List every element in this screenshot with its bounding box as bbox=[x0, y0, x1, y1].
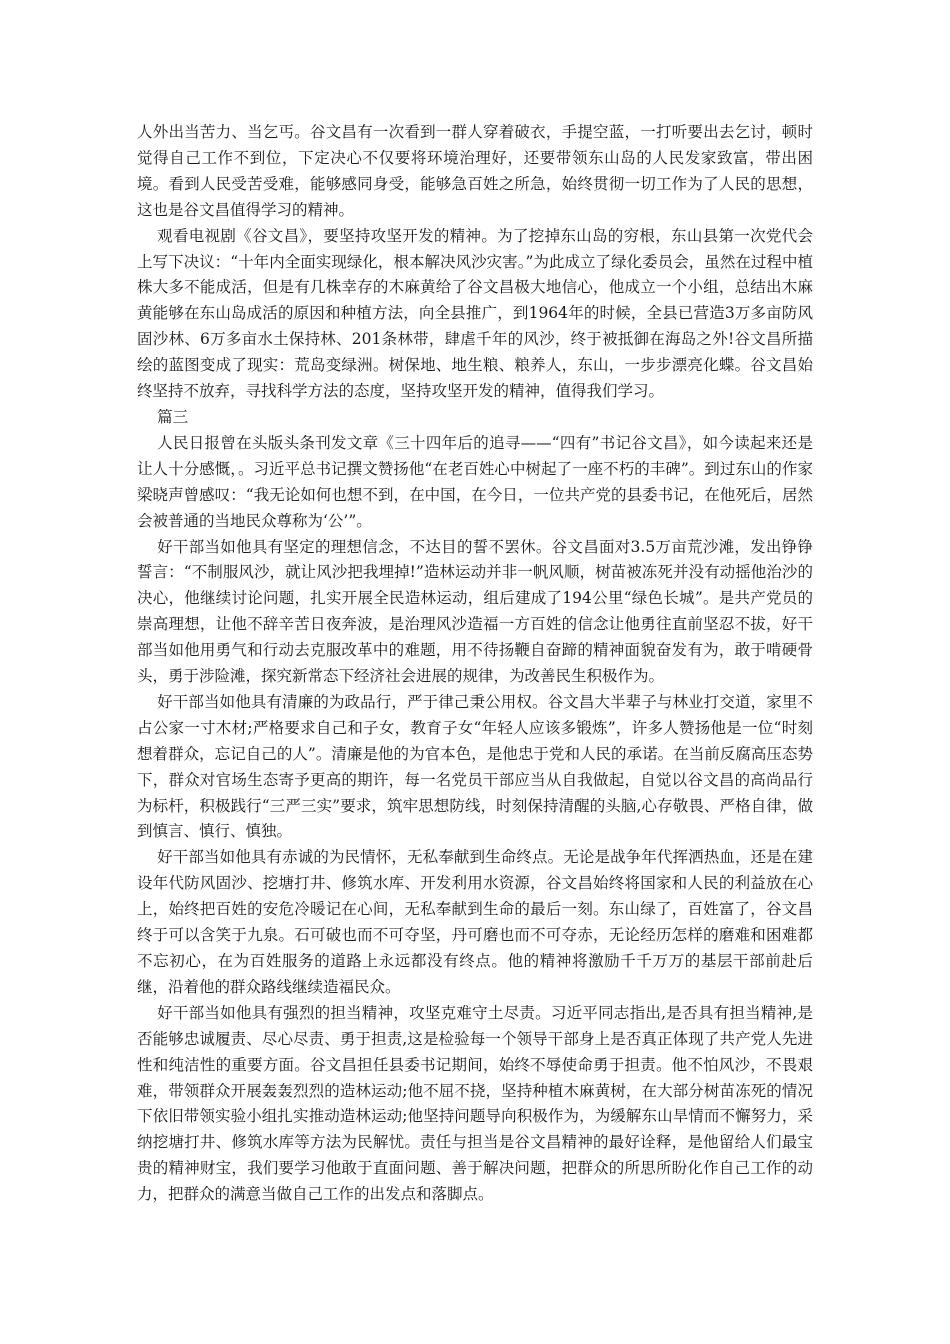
paragraph-4: 人民日报曾在头版头条刊发文章《三十四年后的追寻——“四有”书记谷文昌》，如今读起来还是让人十分感慨，。习近平总书记撰文赞扬他“在老百姓心中树起了一座不朽的丰碑”。到过东山的作家梁晓声曾感叹：“我无论如何也想不到，在中国，在今日，一位共产党的县委书记，在他死后，居然会被普通的当地民众尊称为‘公’”。 bbox=[137, 433, 813, 530]
paragraph-8: 好干部当如他具有强烈的担当精神，攻坚克难守土尽责。习近平同志指出,是否具有担当精神,是否能够忠诚履责、尽心尽责、勇于担责,这是检验每一个领导干部身上是否真正体现了共产党人先进性和纯洁性的重要方面。谷文昌担任县委书记期间，始终不辱使命勇于担责。他不怕风沙，不畏艰难，带领群众开展轰轰烈烈的造林运动;他不屈不挠，坚持种植木麻黄树，在大部分树苗冻死的情况下依旧带领实验小组扎实推动造林运动;他坚持问题导向积极作为，为缓解东山旱情而不懈努力，采纳挖塘打井、修筑水库等方法为民解忧。责任与担当是谷文昌精神的最好诠释，是他留给人们最宝贵的精神财宝，我们要学习他敢于直面问题、善于解决问题，把群众的所思所盼化作自己工作的动力，把群众的满意当做自己工作的出发点和落脚点。 bbox=[137, 1003, 813, 1204]
section-heading: 篇三 bbox=[157, 407, 189, 426]
paragraph-2: 观看电视剧《谷文昌》，要坚持攻坚开发的精神。为了挖掉东山岛的穷根，东山县第一次党代会上写下决议：“十年内全面实现绿化，根本解决风沙灾害。”为此成立了绿化委员会，虽然在过程中植株大多不能成活，但是有几株幸存的木麻黄给了谷文昌极大地信心，他成立一个小组，总结出木麻黄能够在东山岛成活的原因和种植方法，向全县推广，到1964年的时候，全县已营造3万多亩防风固沙林、6万多亩水土保持林、201条林带，肆虐千年的风沙，终于被抵御在海岛之外!谷文昌所描绘的蓝图变成了现实：荒岛变绿洲。树保地、地生粮、粮养人，东山，一步步漂亮化蝶。谷文昌始终坚持不放弃，寻找科学方法的态度，坚持攻坚开发的精神，值得我们学习。 bbox=[137, 226, 813, 401]
paragraph-1: 人外出当苦力、当乞丐。谷文昌有一次看到一群人穿着破衣，手提空蓝，一打听要出去乞讨，顿时觉得自己工作不到位，下定决心不仅要将环境治理好，还要带领东山岛的人民发家致富，带出困境。看到人民受苦受难，能够感同身受，能够急百姓之所急，始终贯彻一切工作为了人民的思想，这也是谷文昌值得学习的精神。 bbox=[137, 123, 813, 219]
paragraph-7: 好干部当如他具有赤诚的为民情怀，无私奉献到生命终点。无论是战争年代挥洒热血，还是在建设年代防风固沙、挖塘打井、修筑水库、开发利用水资源，谷文昌始终将国家和人民的利益放在心上，始终把百姓的安危冷暖记在心间，无私奉献到生命的最后一刻。东山绿了，百姓富了，谷文昌终于可以含笑于九泉。石可破也而不可夺坚，丹可磨也而不可夺赤，无论经历怎样的磨难和困难都不忘初心，在为百姓服务的道路上永远都没有终点。他的精神将激励千千万万的基层干部前赴后继，沿着他的群众路线继续造福民众。 bbox=[137, 848, 813, 996]
paragraph-6: 好干部当如他具有清廉的为政品行，严于律己秉公用权。谷文昌大半辈子与林业打交道，家里不占公家一寸木材;严格要求自己和子女，教育子女“年轻人应该多锻炼”，许多人赞扬他是一位“时刻想着群众，忘记自己的人”。清廉是他的为官本色，是他忠于党和人民的承诺。在当前反腐高压态势下，群众对官场生态寄予更高的期许，每一名党员干部应当从自我做起，自觉以谷文昌的高尚品行为标杆，积极践行“三严三实”要求，筑牢思想防线，时刻保持清醒的头脑,心存敬畏、严格自律，做到慎言、慎行、慎独。 bbox=[137, 692, 813, 841]
paragraph-5: 好干部当如他具有坚定的理想信念，不达目的誓不罢休。谷文昌面对3.5万亩荒沙滩，发出铮铮誓言：“不制服风沙，就让风沙把我埋掉!”造林运动并非一帆风顺，树苗被冻死并没有动摇他治沙的决心，他继续讨论问题，扎实开展全民造林运动，组后建成了194公里“绿色长城”。是共产党员的崇高理想，让他不辞辛苦日夜奔波，是治理风沙造福一方百姓的信念让他勇往直前坚忍不拔，好干部当如他用勇气和行动去克服改革中的难题，用不待扬鞭自奋蹄的精神面貌奋发有为，敢于啃硬骨头，勇于涉险滩，探究新常态下经济社会进展的规律，为改善民生积极作为。 bbox=[137, 537, 813, 686]
document-body bbox=[137, 120, 813, 1208]
